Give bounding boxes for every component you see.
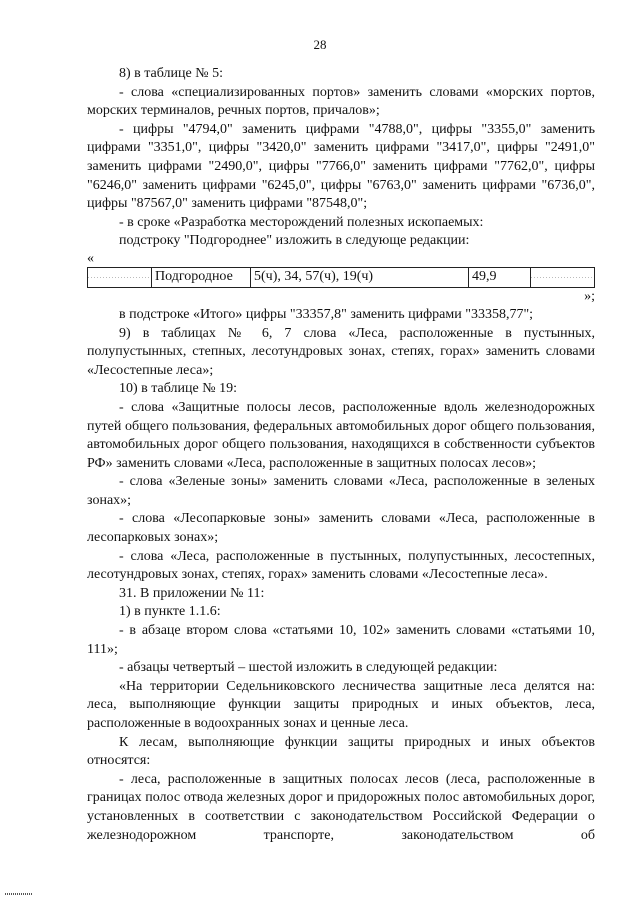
inserted-table bbox=[87, 267, 595, 288]
paragraph: - в абзаце втором слова «статьями 10, 102» заменить словами «статьями 10, 111»; bbox=[87, 623, 595, 657]
table-cell bbox=[88, 267, 152, 287]
paragraph: - слова «Защитные полосы лесов, расположенные вдоль железнодорожных путей общего пользования, федеральных автомобильных дорог общего пользования, автомобильных дорог общего пользования, находящихся в собственности субъектов РФ» заменить словами «Леса, расположенные в защитных полосах лесов»; bbox=[87, 399, 595, 471]
paragraph: - слова «Зеленые зоны» заменить словами «Леса, расположенные в зеленых зонах»; bbox=[87, 474, 595, 508]
paragraph: - леса, расположенные в защитных полосах лесов (леса, расположенные в границах полос отвода железных дорог и придорожных полос автомобильных дорог, установленных в соответствии с законодательством Российской Федерации о железнодорожном транспорте, законодательством об bbox=[87, 771, 595, 843]
paragraph: «На территории Седельниковского лесничества защитные леса делятся на: леса, выполняющие функции защиты природных и иных объектов, леса, расположенные в водоохранных зонах и ценные леса. bbox=[87, 678, 595, 731]
paragraph: - слова «Лесопарковые зоны» заменить словами «Леса, расположенные в лесопарковых зонах»; bbox=[87, 511, 595, 546]
table-cell-quarters: 5(ч), 34, 57(ч), 19(ч) bbox=[251, 267, 469, 287]
paragraph: подстроку "Подгороднее" изложить в следующе редакции: bbox=[119, 233, 470, 249]
paragraph: - цифры "4794,0" заменить цифрами "4788,0", цифры "3355,0" заменить цифрами "3351,0", цифры "3420,0" заменить цифрами "3417,0", цифры "2491,0" заменить цифрами "2490,0", цифры "7766,0" заменить цифрами "7762,0", цифры "6246,0" заменить цифрами "6245,0", цифры "6763,0" заменить цифрами "6736,0", цифры "87567,0" заменить цифрами "87548,0"; bbox=[87, 121, 595, 212]
paragraph: К лесам, выполняющие функции защиты природных и иных объектов относятся: bbox=[87, 734, 595, 769]
table-row bbox=[88, 267, 595, 287]
paragraph: 8) в таблице № 5: bbox=[119, 66, 223, 81]
paragraph: - в сроке «Разработка месторождений полезных ископаемых: bbox=[119, 214, 484, 230]
table-cell-area: 49,9 bbox=[469, 267, 531, 287]
paragraph: - абзацы четвертый – шестой изложить в следующей редакции: bbox=[119, 660, 498, 676]
paragraph: 31. В приложении № 11: bbox=[119, 585, 265, 601]
page-number: 28 bbox=[313, 37, 327, 52]
closing-quote: »; bbox=[584, 288, 595, 304]
document-body bbox=[87, 65, 595, 845]
paragraph: 1) в пункте 1.1.6: bbox=[119, 604, 221, 620]
table-cell bbox=[531, 267, 595, 287]
paragraph: 10) в таблице № 19: bbox=[119, 381, 237, 397]
table-cell-subrow-name: Подгородное bbox=[152, 267, 251, 287]
paragraph: 9) в таблицах № 6, 7 слова «Леса, расположенные в пустынных, полупустынных, степных, лесотундровых зонах, степях, горах» заменить словами «Лесостепные леса»; bbox=[87, 325, 595, 378]
opening-quote: « bbox=[87, 250, 94, 266]
paragraph: в подстроке «Итого» цифры "33357,8" заменить цифрами "33358,77"; bbox=[119, 306, 534, 322]
paragraph: - слова «Леса, расположенные в пустынных, полупустынных, лесостепных, лесотундровых зонах, степях, горах» заменить словами «Лесостепные леса». bbox=[87, 548, 595, 583]
scan-footer-mark bbox=[5, 893, 32, 895]
paragraph: - слова «специализированных портов» заменить словами «морских портов, морских терминалов, речных портов, причалов»; bbox=[87, 84, 595, 119]
